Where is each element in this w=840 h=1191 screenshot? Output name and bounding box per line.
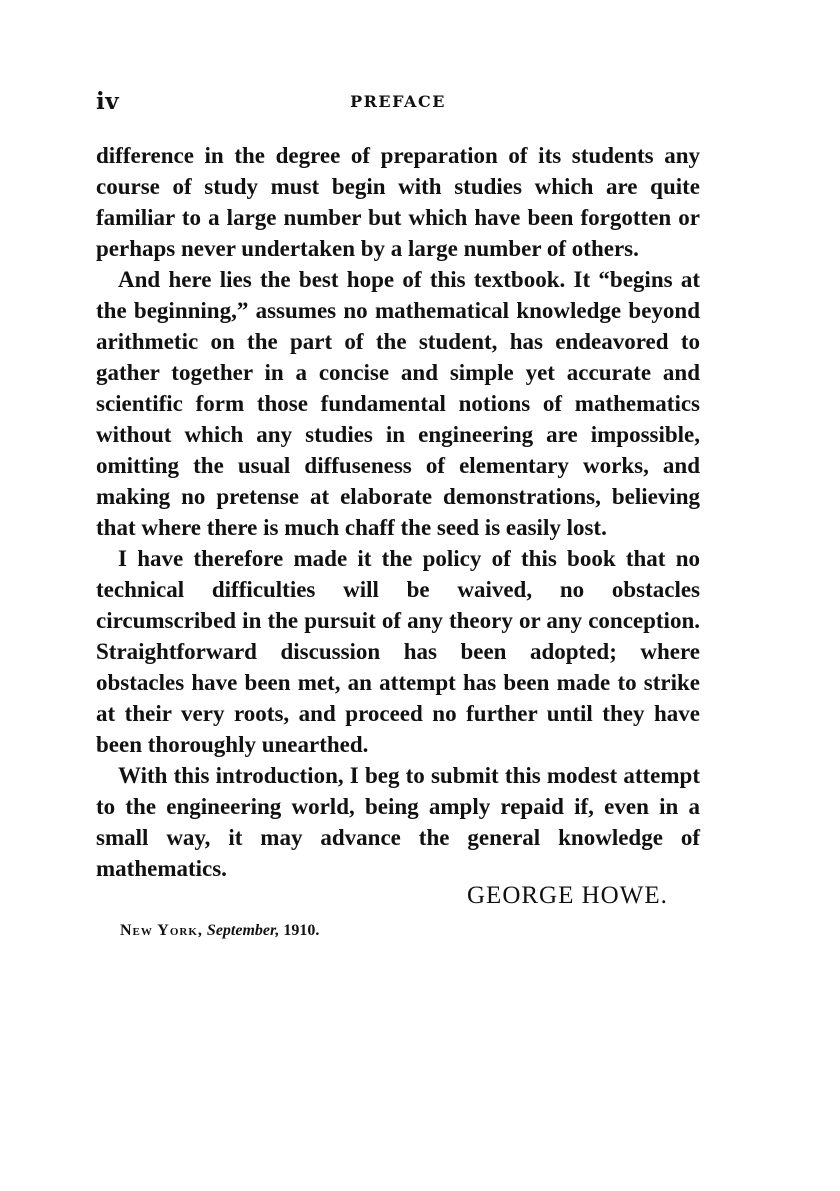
author-signature: GEORGE HOWE. (467, 882, 668, 909)
dateline-year: 1910. (283, 922, 320, 939)
paragraph-continued: difference in the degree of preparation of its students any course of study must begin with studies which are quite familiar to a large number but which have been forgotten or perhaps never undertaken by a large number of others. (96, 143, 700, 261)
paragraph-policy: I have therefore made it the policy of this book that no technical difficulties will be waived, no obstacles circumscribed in the pursuit of any theory or any conception. Straightforward discussion has been adopted; where obstacles have been met, an attempt has been made to strike at their very roots, and proceed no further until they have been thoroughly unearthed. (96, 546, 700, 757)
paragraph-textbook-hope: And here lies the best hope of this textbook. It “begins at the beginning,” assumes no mathematical knowledge beyond arithmetic on the part of the student, has endeavored to gather together in a concise and simple yet accurate and scientific form those fundamental notions of mathematics without which any studies in engineering are impossible, omitting the usual diffuseness of elementary works, and making no pretense at elaborate demonstrations, believing that where there is much chaff the seed is easily lost. (96, 267, 700, 540)
page-number: iv (96, 88, 120, 115)
dateline-month: September, (206, 922, 280, 939)
dateline-place: New York, (120, 922, 203, 939)
dateline (120, 922, 319, 940)
paragraph-introduction: With this introduction, I beg to submit this modest attempt to the engineering world, being amply repaid if, even in a small way, it may advance the general knowledge of mathematics. (96, 763, 700, 881)
running-title: PREFACE (350, 92, 446, 111)
preface-body (96, 140, 700, 884)
